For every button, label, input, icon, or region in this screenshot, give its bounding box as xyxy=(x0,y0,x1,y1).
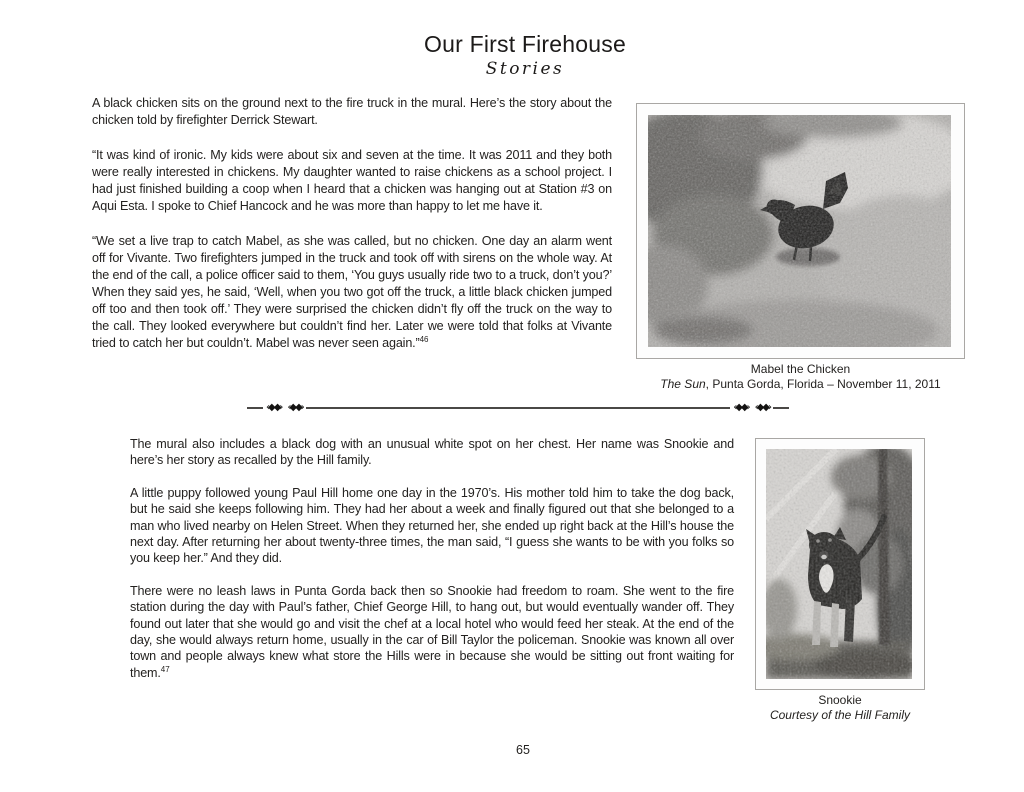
snookie-story-text xyxy=(130,436,734,697)
mabel-caption-source xyxy=(636,377,965,392)
paragraph-snookie-puppy xyxy=(130,485,734,567)
mabel-photo-frame xyxy=(636,103,965,359)
page-footer xyxy=(23,741,1023,759)
mabel-caption xyxy=(636,362,965,391)
paragraph-text: The mural also includes a black dog with an unusual white spot on her chest. Her name was Snookie and here’s her story as recalled by the Hill family. xyxy=(130,437,734,468)
snookie-caption xyxy=(755,693,925,722)
paragraph-intro-snookie xyxy=(130,436,734,469)
diamond-ornament-icon: ‹◆◆› xyxy=(266,402,282,413)
footnote-reference: 46 xyxy=(419,334,429,344)
caption-source-publication: The Sun xyxy=(660,376,706,391)
paragraph-text: A black chicken sits on the ground next to the fire truck in the mural. Here’s the story about the chicken told by firefighter Derrick Stewart. xyxy=(92,96,612,127)
caption-source-detail: , Punta Gorda, Florida – November 11, 2011 xyxy=(705,376,941,391)
paragraph-snookie-roam xyxy=(130,583,734,681)
page-subtitle: Stories xyxy=(485,59,565,79)
snookie-photo-frame xyxy=(755,438,925,690)
paragraph-text: There were no leash laws in Punta Gorda back then so Snookie had freedom to roam. She went to the fire station during the day with Paul’s father, Chief George Hill, to hang out, but would eventually wander off. They found out later that she would go and visit the chef at a local hotel who would feed her steak. At the end of the day, she would always return home, usually in the car of Bill Taylor the policeman. Snookie was known all over town and people always knew what store the Hills were in because she would be sitting out front waiting for them. xyxy=(130,583,734,680)
snookie-photo xyxy=(766,449,912,679)
diamond-ornament-icon: ‹◆◆› xyxy=(287,402,303,413)
paragraph-text: “We set a live trap to catch Mabel, as she was called, but no chicken. One day an alarm went off for Vivante. Two firefighters jumped in the truck and took off with sirens on the whole way. At the end of the call, a police officer said to them, ‘You guys usually ride two to a truck, don’t you?’ When they said yes, he said, ‘Well, when you two got off the truck, a little black chicken jumped off too and then took off.’ They were surprised the chicken didn’t fly off the truck on the way to the call. They looked everywhere but couldn’t find her. Later we were told that folks at Vivante tried to catch her but couldn’t. Mabel was never seen again.” xyxy=(92,234,612,350)
chicken-story-text xyxy=(92,95,612,370)
divider-line xyxy=(306,407,730,408)
snookie-caption-title: Snookie xyxy=(818,693,862,707)
footnote-reference: 47 xyxy=(160,664,170,674)
paragraph-text: A little puppy followed young Paul Hill home one day in the 1970’s. His mother told him to take the dog back, but he said she keeps following him. They had her about a week and finally figured out that she belonged to a man who lived nearby on Helen Street. When they returned her, she ended up right back at the Hill’s house the next day. After returning her about twenty-three times, the man said, “I guess she wants to be with you folks so you keep her.” And they did. xyxy=(130,485,734,566)
page-header xyxy=(56,31,994,79)
divider-line xyxy=(247,407,263,408)
page-title: Our First Firehouse xyxy=(424,31,626,57)
paragraph-intro-chicken xyxy=(92,95,612,129)
diamond-ornament-icon: ‹◆◆› xyxy=(754,402,770,413)
paragraph-chicken-quote-2 xyxy=(92,233,612,352)
mabel-photo xyxy=(648,115,951,347)
section-divider xyxy=(247,402,789,414)
caption-source-credit: Courtesy of the Hill Family xyxy=(769,707,911,722)
divider-line xyxy=(773,407,789,408)
paragraph-chicken-quote-1 xyxy=(92,147,612,215)
snookie-caption-source xyxy=(755,708,925,723)
snookie-figure xyxy=(755,438,925,722)
mabel-figure xyxy=(636,103,965,391)
page-number: 65 xyxy=(516,743,530,757)
mabel-caption-title: Mabel the Chicken xyxy=(750,362,851,376)
diamond-ornament-icon: ‹◆◆› xyxy=(733,402,749,413)
paragraph-text: “It was kind of ironic. My kids were about six and seven at the time. It was 2011 and they both were really interested in chickens. My daughter wanted to raise chickens as a school project. I had just finished building a coop when I heard that a chicken was hanging out at Station #3 on Aqui Esta. I spoke to Chief Hancock and he was more than happy to let me have it. xyxy=(92,148,612,213)
